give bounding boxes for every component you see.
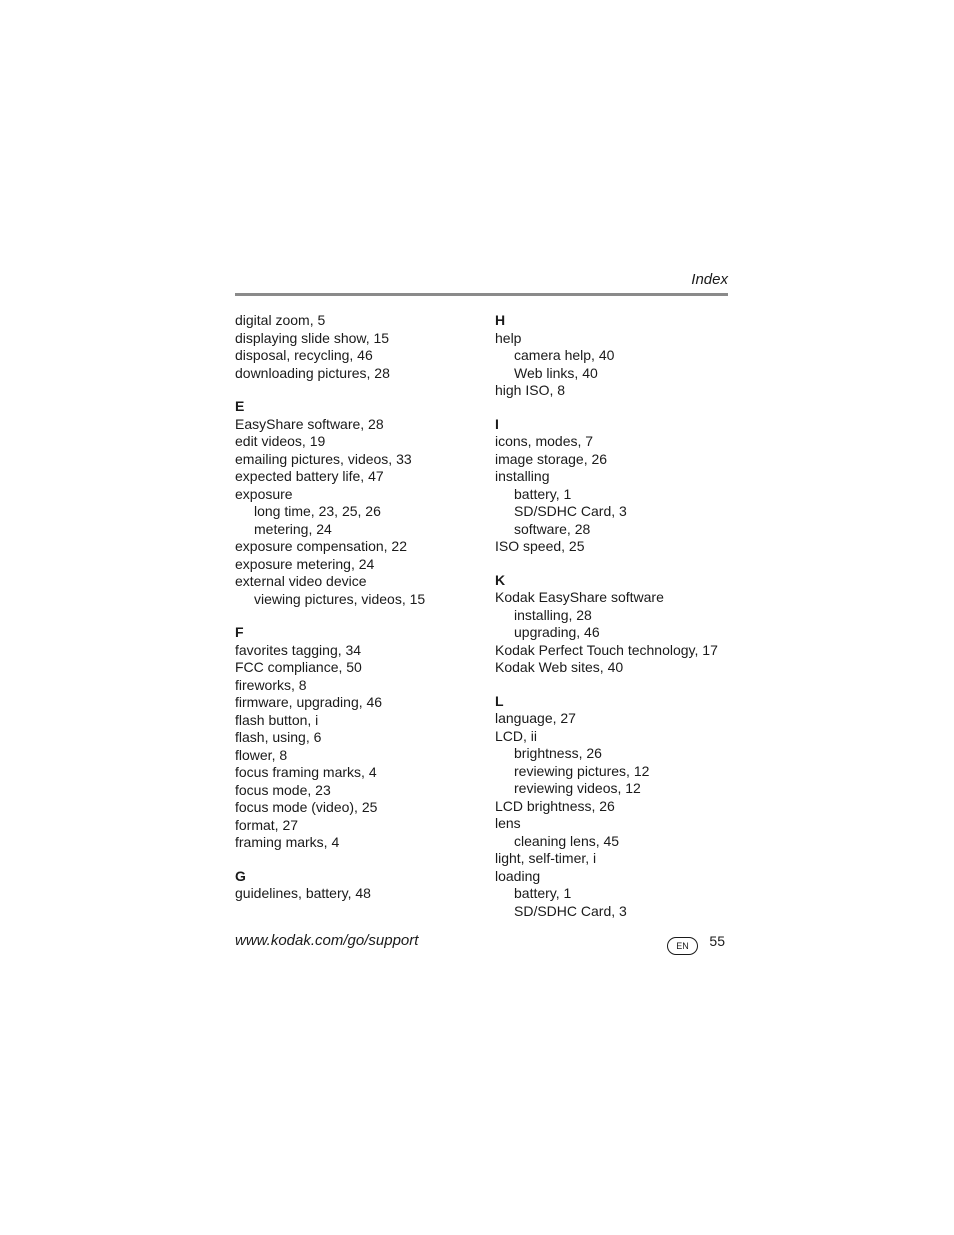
index-entry: installing [495,468,550,484]
section-gap [235,852,485,868]
index-entry: flash, using, 6 [235,729,322,745]
index-entry: flower, 8 [235,746,288,763]
index-entry: exposure compensation, 22 [235,538,407,554]
index-entry: Kodak EasyShare software [495,589,664,605]
section-gap [235,382,485,398]
index-subentry: battery, 1 [514,885,572,901]
index-entry: LCD, ii [495,727,538,744]
index-subentry: SD/SDHC Card, 3 [514,902,627,919]
index-entry: ISO speed, 25 [495,538,585,554]
index-entry: fireworks, 8 [235,676,307,693]
index-entry: focus framing marks, 4 [235,764,377,780]
index-entry: icons, modes, 7 [495,433,594,449]
index-entry: format, 27 [235,816,299,833]
index-subentry: battery, 1 [514,485,572,502]
index-entry: emailing pictures, videos, 33 [235,450,412,467]
section-gap [495,400,745,416]
index-entry: focus mode, 23 [235,781,331,798]
section-gap [235,608,485,624]
index-entry: LCD brightness, 26 [495,797,615,814]
page-header-title: Index [691,271,728,288]
index-entry: language, 27 [495,710,576,726]
index-entry: flash button, i [235,711,319,728]
index-entry: external video device [235,573,367,589]
language-badge: EN [667,937,698,955]
index-subentry: SD/SDHC Card, 3 [514,503,627,519]
index-entry: firmware, upgrading, 46 [235,694,383,710]
index-subentry: Web links, 40 [514,364,598,381]
section-gap [495,556,745,572]
index-entry: image storage, 26 [495,450,608,467]
index-subentry: long time, 23, 25, 26 [254,503,381,519]
index-entry: loading [495,867,541,884]
index-entry: displaying slide show, 15 [235,329,390,346]
support-url-link[interactable]: www.kodak.com/go/support [235,932,419,949]
index-subentry: software, 28 [514,520,591,537]
index-entry: focus mode (video), 25 [235,799,378,815]
index-column-left [235,312,485,903]
index-entry: disposal, recycling, 46 [235,347,373,363]
index-subentry: reviewing videos, 12 [514,780,641,796]
index-section-letter: H [495,312,506,328]
index-entry: expected battery life, 47 [235,468,384,484]
index-subentry: metering, 24 [254,520,332,537]
index-entry: Kodak Web sites, 40 [495,659,624,675]
index-section-letter: G [235,867,246,884]
index-subentry: installing, 28 [514,606,592,623]
index-entry: lens [495,815,521,831]
section-gap [495,677,745,693]
index-section-letter: I [495,415,499,432]
index-entry: digital zoom, 5 [235,312,326,328]
index-entry: EasyShare software, 28 [235,415,384,432]
index-entry: edit videos, 19 [235,433,326,449]
index-entry: framing marks, 4 [235,834,340,850]
index-section-letter: E [235,398,245,414]
index-entry: exposure [235,485,293,502]
index-column-right [495,312,745,920]
index-entry: exposure metering, 24 [235,555,375,572]
index-section-letter: F [235,624,244,640]
index-subentry: brightness, 26 [514,745,602,761]
index-subentry: camera help, 40 [514,347,615,363]
index-entry: downloading pictures, 28 [235,364,390,381]
index-entry: FCC compliance, 50 [235,659,362,675]
index-entry: help [495,329,522,346]
index-section-letter: L [495,692,504,709]
index-section-letter: K [495,571,506,588]
page-number: 55 [709,933,725,949]
index-subentry: upgrading, 46 [514,624,600,640]
index-entry: Kodak Perfect Touch technology, 17 [495,641,718,658]
header-rule [235,293,728,296]
index-subentry: reviewing pictures, 12 [514,762,650,779]
index-subentry: viewing pictures, videos, 15 [254,590,426,607]
index-entry: favorites tagging, 34 [235,641,362,658]
index-entry: guidelines, battery, 48 [235,885,371,901]
index-entry: light, self-timer, i [495,850,597,866]
index-entry: high ISO, 8 [495,382,566,398]
index-subentry: cleaning lens, 45 [514,832,620,849]
